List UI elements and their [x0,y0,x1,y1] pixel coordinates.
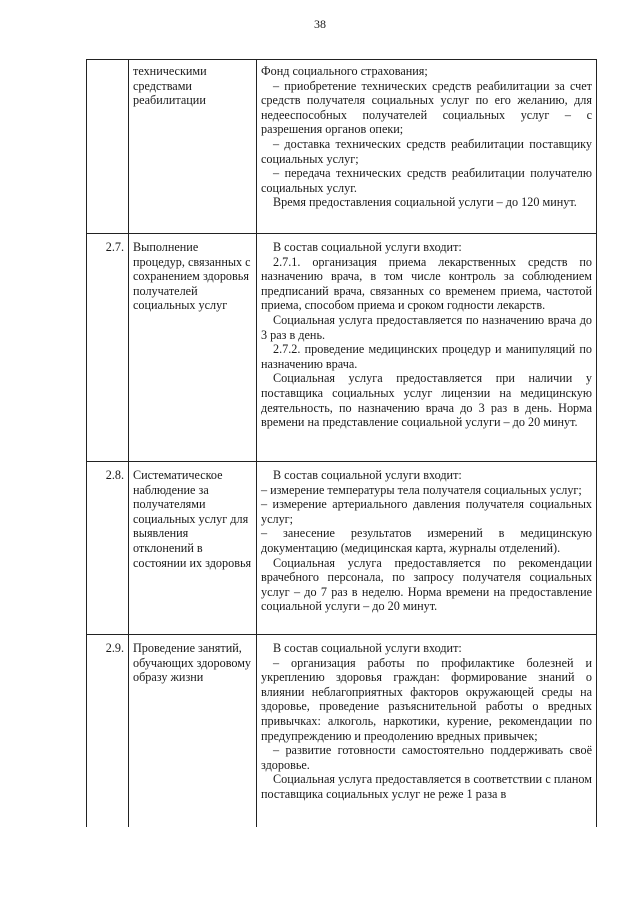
description-paragraph: – развитие готовности самостоятельно поддерживать своё здоровье. [261,743,592,772]
service-description [257,60,597,234]
description-paragraph: – передача технических средств реабилитации получателю социальных услуг. [261,166,592,195]
description-paragraph: Фонд социального страхования; [261,64,428,78]
description-paragraph: В состав социальной услуги входит: [273,240,462,254]
service-description [257,635,597,828]
description-paragraph: Время предоставления социальной услуги – до 120 минут. [273,195,577,210]
service-name: техническими средствами реабилитации [129,60,257,234]
service-name: Выполнение процедур, связанных с сохранением здоровья получателей социальных услуг [129,234,257,462]
services-table [86,59,597,827]
service-name: Проведение занятий, обучающих здоровому образу жизни [129,635,257,828]
description-paragraph: – доставка технических средств реабилитации поставщику социальных услуг; [261,136,592,166]
description-paragraph: – приобретение технических средств реабилитации за счет средств получателя социальных услуг по его желанию, для недееспособных получателей социальных услуг – с разрешения органов опеки; [261,78,592,137]
description-paragraph: – измерение температуры тела получателя социальных услуг; [261,482,582,497]
description-paragraph: В состав социальной услуги входит: [273,468,462,482]
service-name: Систематическое наблюдение за получателями социальных услуг для выявления отклонений в состоянии их здоровья [129,462,257,635]
description-paragraph: 2.7.2. проведение медицинских процедур и манипуляций по назначению врача. [261,342,592,371]
table-row [87,60,597,234]
description-paragraph: Социальная услуга предоставляется по рекомендации врачебного персонала, по запросу получателя социальных услуг – до 7 раз в неделю. Норма времени на предоставление социальной услуги – до 20 минут. [261,555,592,614]
service-description [257,462,597,635]
row-number [87,60,129,234]
table-row [87,234,597,462]
description-paragraph: – организация работы по профилактике болезней и укреплению здоровья граждан: формирование знаний о влиянии неблагоприятных факторов окружающей среды на здоровье, проведение разъяснительной работы о вредных привычках: алкоголь, наркотики, курение, рекомендации по предупреждению и преодолению вредных привычек; [261,655,592,743]
service-description [257,234,597,462]
page-number: 38 [314,17,326,31]
description-paragraph: Социальная услуга предоставляется при наличии у поставщика социальных услуг лицензии на медицинскую деятельность, по назначению врача до 3 раз в день. Норма времени на представление социальной услуги – до 20 минут. [261,371,592,430]
description-paragraph: Социальная услуга предоставляется по назначению врача до 3 раз в день. [261,312,592,342]
description-paragraph: – измерение артериального давления получателя социальных услуг; [261,497,592,526]
table-row [87,462,597,635]
description-paragraph: В состав социальной услуги входит: [273,641,462,655]
row-number: 2.7. [87,234,129,462]
description-paragraph: Социальная услуга предоставляется в соответствии с планом поставщика социальных услуг не реже 1 раза в [261,772,592,801]
table-row [87,635,597,828]
row-number: 2.8. [87,462,129,635]
description-paragraph: – занесение результатов измерений в медицинскую документацию (медицинская карта, журналы отделений). [261,526,592,555]
row-number: 2.9. [87,635,129,828]
description-paragraph: 2.7.1. организация приема лекарственных средств по назначению врача, в том числе контроль за соблюдением предписаний врача, связанных со временем приема, частотой приема, способом приема и сроком годности лекарств. [261,254,592,313]
